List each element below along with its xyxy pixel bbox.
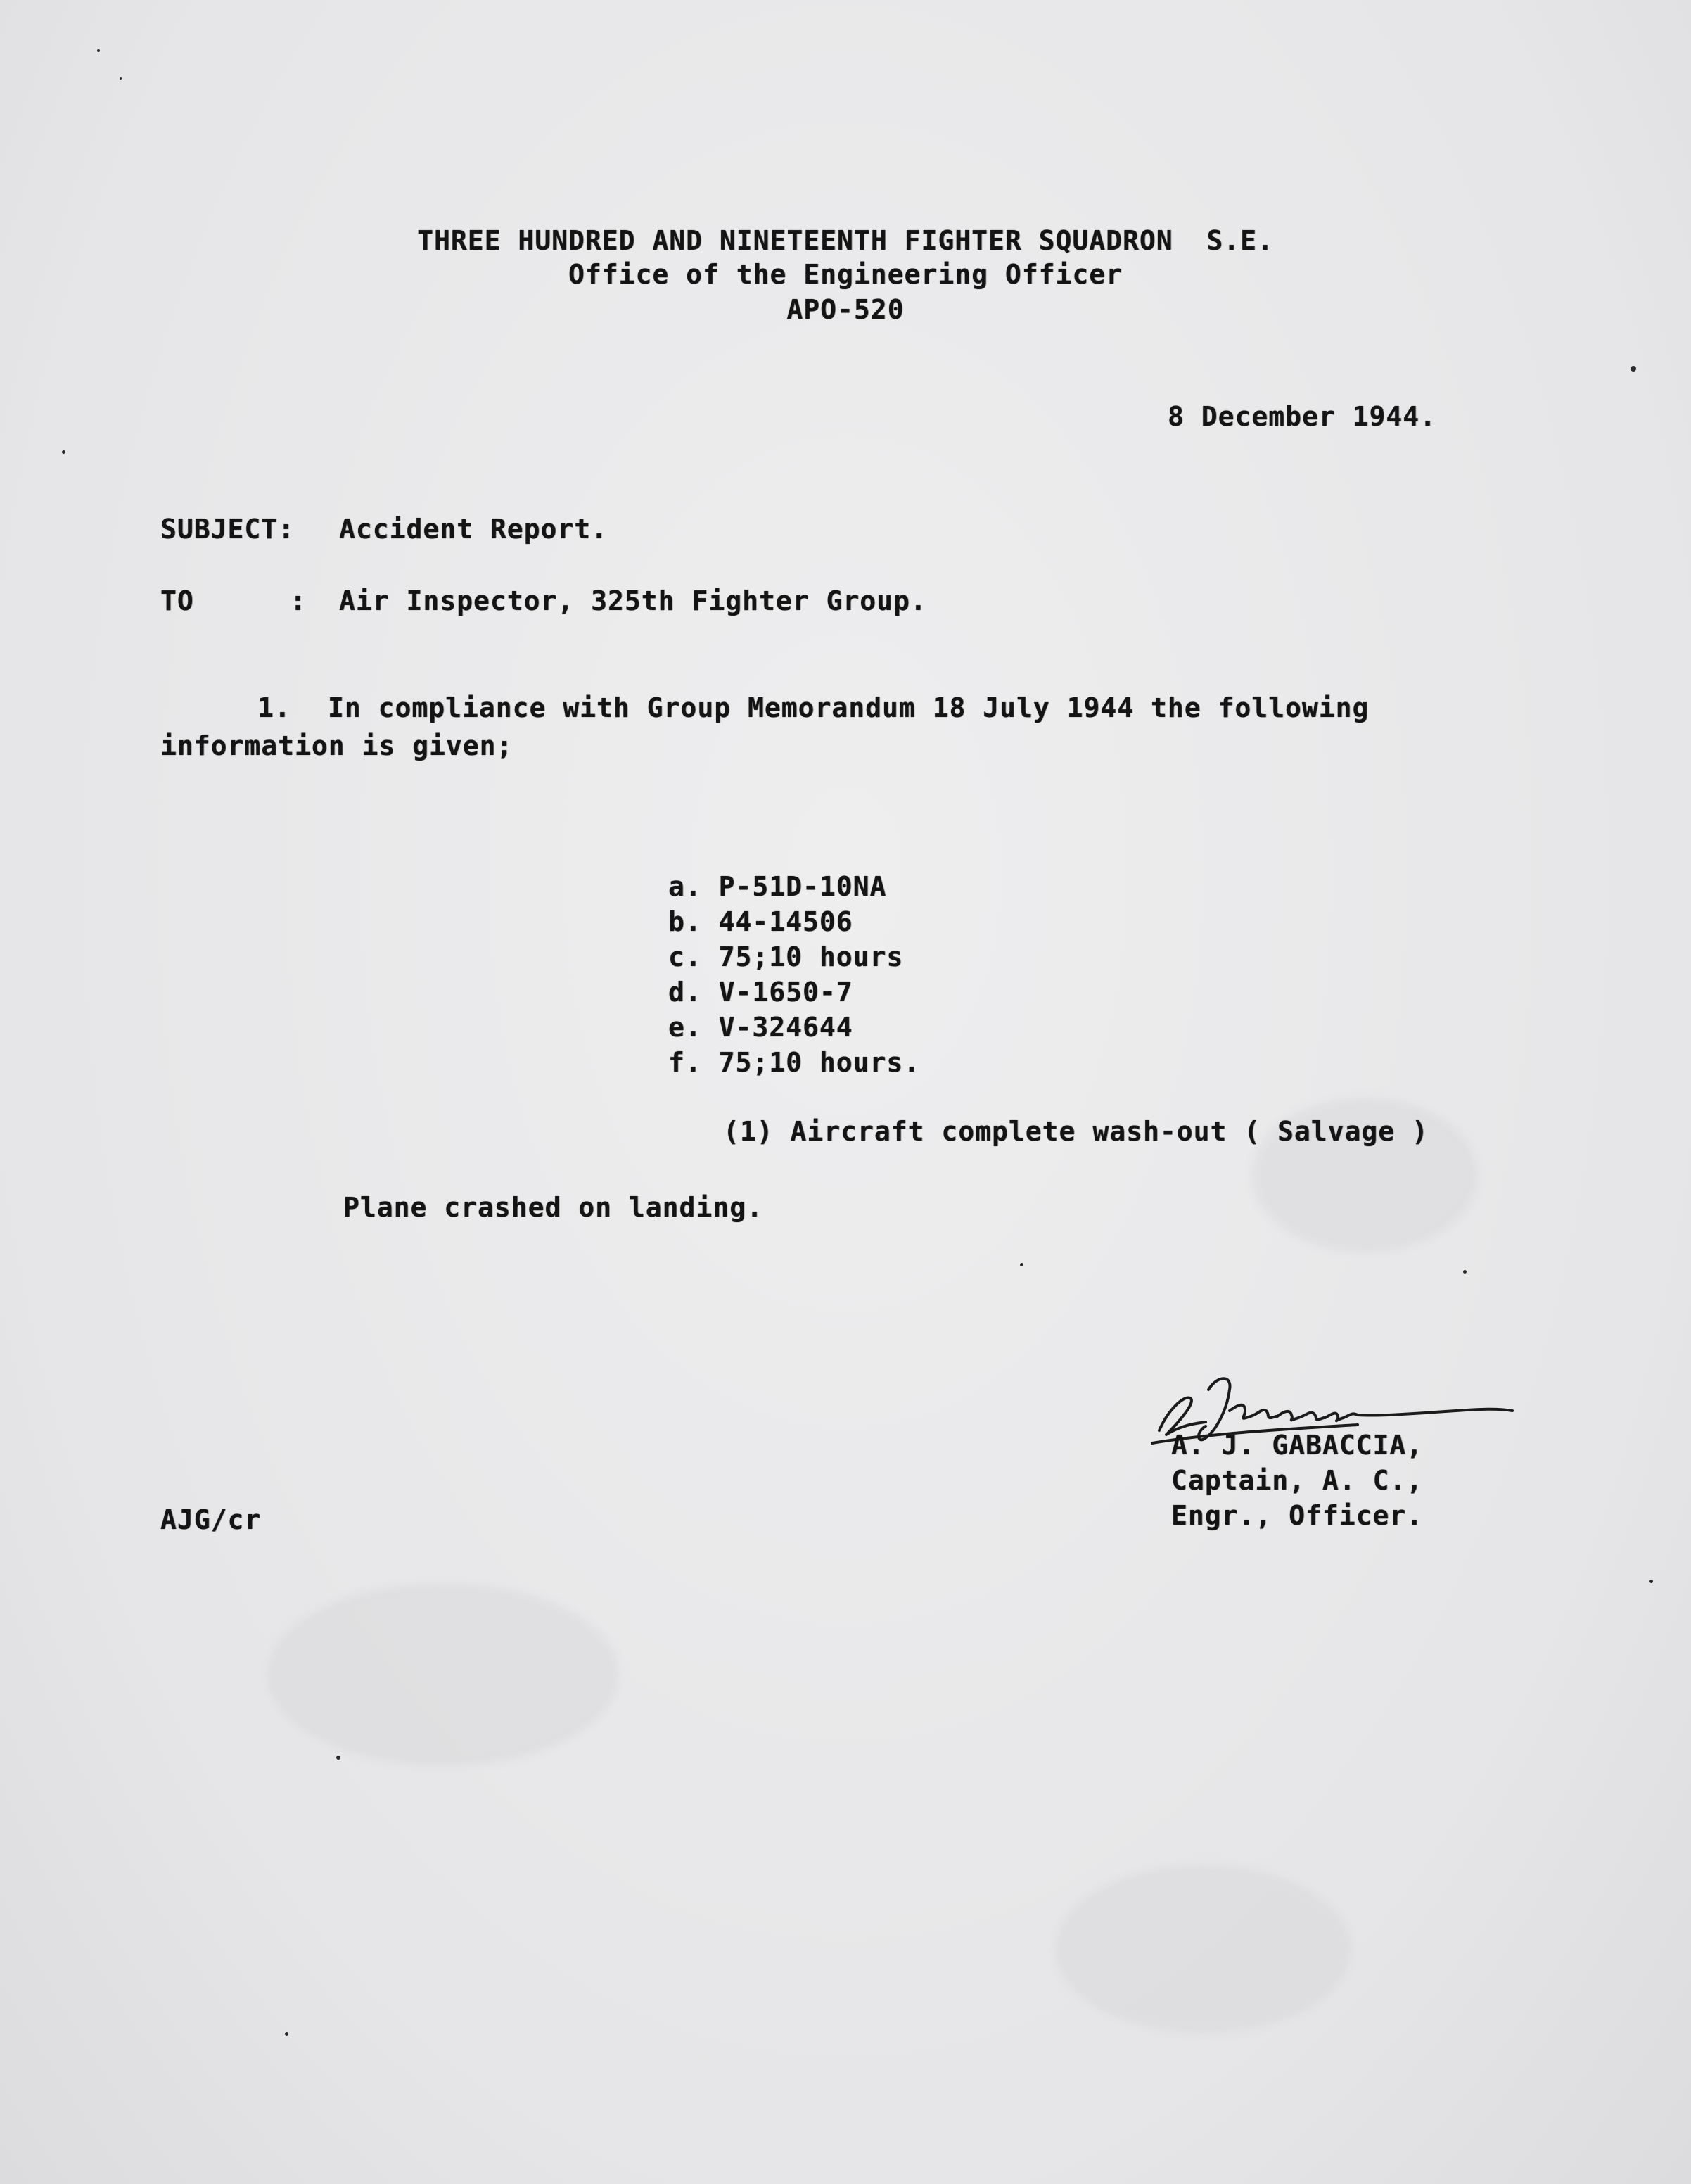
list-key: b.	[668, 906, 702, 937]
disposition-note: (1) Aircraft complete wash-out ( Salvage )	[723, 1116, 1429, 1147]
subject-value: Accident Report.	[339, 514, 608, 545]
list-key: a.	[668, 871, 702, 902]
paragraph-line-1: In compliance with Group Memorandum 18 July 1944 the following	[328, 692, 1370, 723]
paragraph-line-2: information is given;	[160, 730, 513, 761]
list-item-d	[668, 974, 853, 1010]
signer-name: A. J. GABACCIA,	[1171, 1430, 1424, 1461]
subject-label: SUBJECT:	[160, 514, 295, 545]
dust-speck	[336, 1756, 340, 1760]
to-label: TO	[160, 585, 194, 616]
dust-speck	[1631, 366, 1636, 372]
list-value: 75;10 hours.	[718, 1047, 921, 1078]
list-item-f	[668, 1044, 920, 1081]
dust-speck	[120, 77, 122, 80]
list-item-a	[668, 868, 886, 905]
list-value: 75;10 hours	[718, 941, 904, 972]
list-key: e.	[668, 1012, 702, 1043]
typist-initials: AJG/cr	[160, 1504, 262, 1535]
list-value: 44-14506	[718, 906, 853, 937]
to-separator: :	[290, 585, 307, 616]
signer-title: Engr., Officer.	[1171, 1500, 1424, 1531]
list-item-e	[668, 1009, 853, 1046]
signer-rank: Captain, A. C.,	[1171, 1465, 1424, 1496]
list-item-b	[668, 903, 853, 940]
document-date: 8 December 1944.	[1168, 401, 1437, 432]
dust-speck	[97, 49, 100, 52]
list-value: P-51D-10NA	[718, 871, 887, 902]
list-key: d.	[668, 977, 702, 1008]
list-key: c.	[668, 941, 702, 972]
dust-speck	[1649, 1580, 1653, 1583]
paragraph-number: 1.	[257, 692, 291, 723]
to-value: Air Inspector, 325th Fighter Group.	[339, 585, 927, 616]
dust-speck	[62, 450, 65, 454]
letterhead-line-3: APO-520	[786, 294, 905, 325]
dust-speck	[1463, 1270, 1467, 1274]
letterhead-line-2: Office of the Engineering Officer	[568, 259, 1123, 290]
list-item-c	[668, 939, 903, 975]
dust-speck	[1020, 1263, 1023, 1266]
letterhead-line-1: THREE HUNDRED AND NINETEENTH FIGHTER SQUADRON S.E.	[417, 225, 1274, 256]
list-key: f.	[668, 1047, 702, 1078]
paper-smudge	[267, 1583, 619, 1766]
accident-remark: Plane crashed on landing.	[343, 1192, 763, 1223]
list-value: V-324644	[718, 1012, 853, 1043]
paper-smudge	[1055, 1865, 1351, 2033]
list-value: V-1650-7	[718, 977, 853, 1008]
dust-speck	[285, 2032, 288, 2036]
